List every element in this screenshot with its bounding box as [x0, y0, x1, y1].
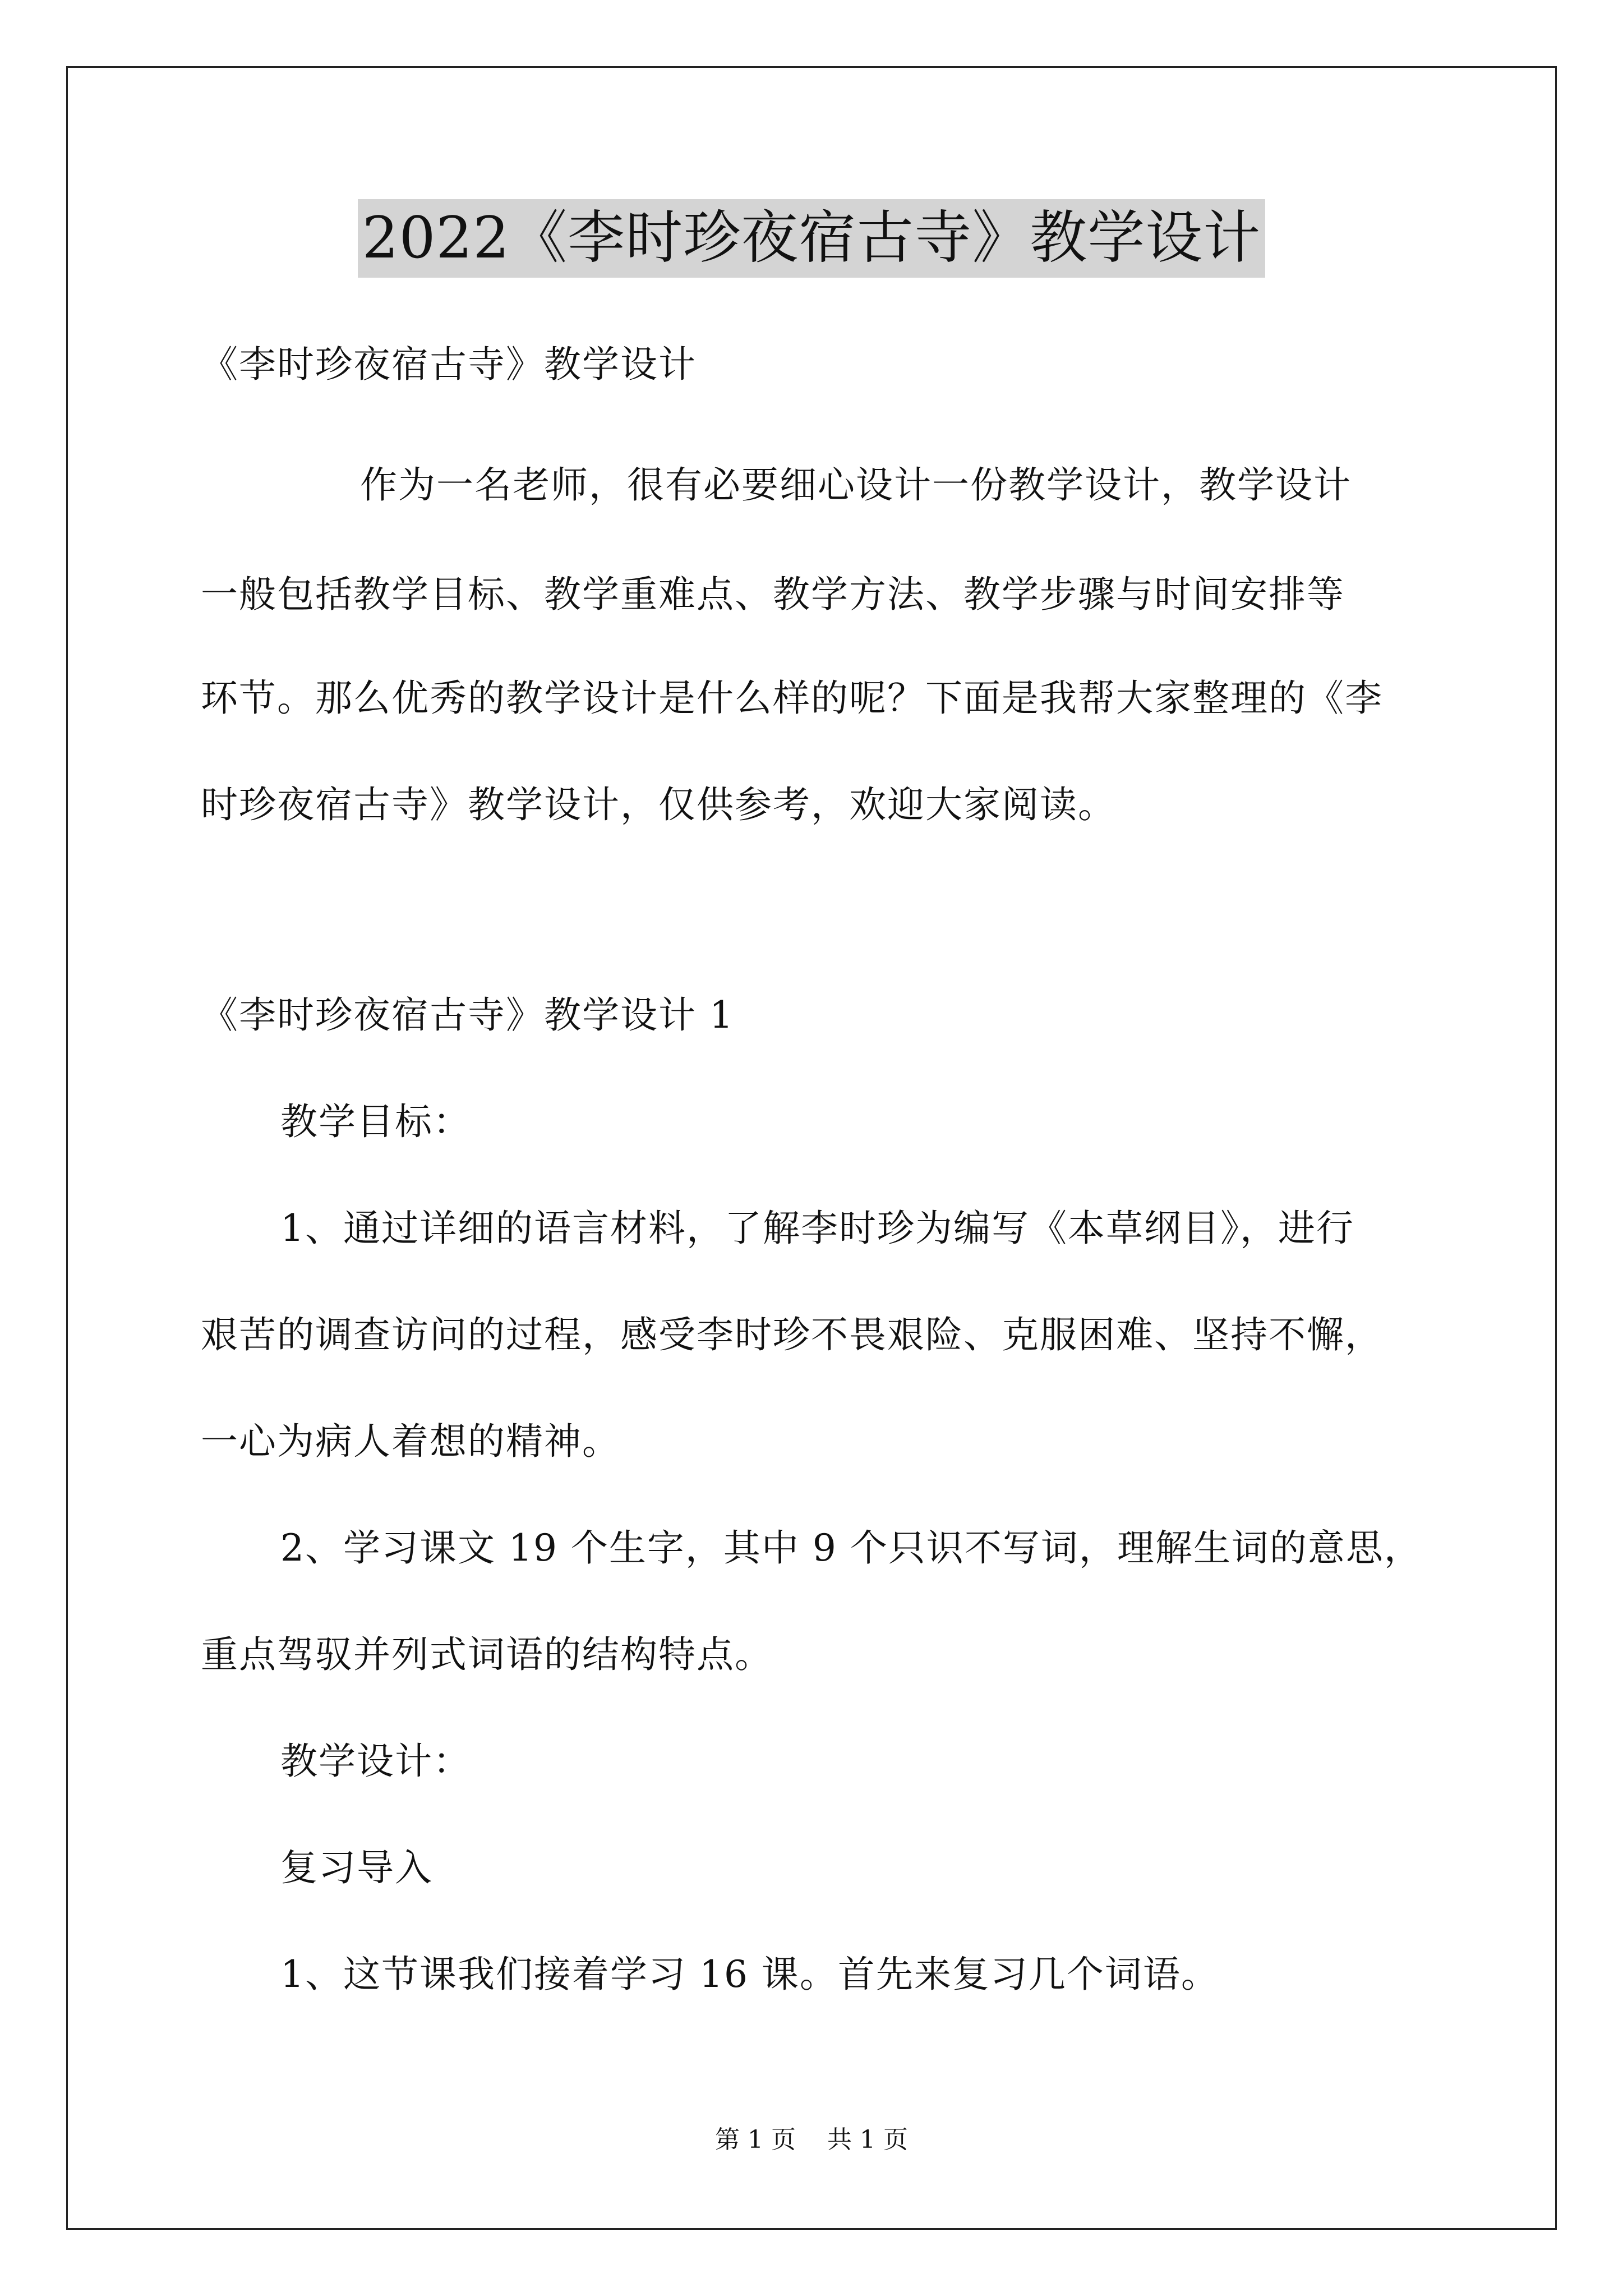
page-frame [66, 66, 1557, 2230]
title-container [0, 199, 1623, 278]
design-label: 教学设计： [280, 1740, 471, 1783]
page-footer [0, 2123, 1623, 2157]
page-total: 共 1 页 [827, 2125, 908, 2154]
objective-1-line-1: 1、通过详细的语言材料，了解李时珍为编写《本草纲目》，进行 [280, 1207, 1354, 1250]
review-heading: 复习导入 [280, 1846, 433, 1889]
subtitle-line: 《李时珍夜宿古寺》教学设计 [201, 343, 697, 386]
objectives-label: 教学目标： [280, 1100, 471, 1143]
intro-line-4: 时珍夜宿古寺》教学设计，仅供参考，欢迎大家阅读。 [201, 783, 1116, 826]
objective-2-line-1: 2、学习课文 19 个生字，其中 9 个只识不写词，理解生词的意思， [280, 1526, 1422, 1570]
objective-1-line-2: 艰苦的调查访问的过程，感受李时珍不畏艰险、克服困难、坚持不懈， [201, 1313, 1383, 1356]
review-step-1: 1、这节课我们接着学习 16 课。首先来复习几个词语。 [280, 1953, 1219, 1996]
objective-1-line-3: 一心为病人着想的精神。 [201, 1420, 620, 1463]
intro-line-1: 作为一名老师，很有必要细心设计一份教学设计，教学设计 [360, 463, 1352, 507]
document-title: 2022《李时珍夜宿古寺》教学设计 [358, 199, 1266, 278]
objective-2-line-2: 重点驾驭并列式词语的结构特点。 [201, 1633, 773, 1676]
intro-line-3: 环节。那么优秀的教学设计是什么样的呢？下面是我帮大家整理的《李 [201, 677, 1383, 720]
section-heading: 《李时珍夜宿古寺》教学设计 1 [201, 993, 734, 1037]
page-number: 第 1 页 [715, 2125, 796, 2154]
intro-line-2: 一般包括教学目标、教学重难点、教学方法、教学步骤与时间安排等 [201, 573, 1345, 616]
